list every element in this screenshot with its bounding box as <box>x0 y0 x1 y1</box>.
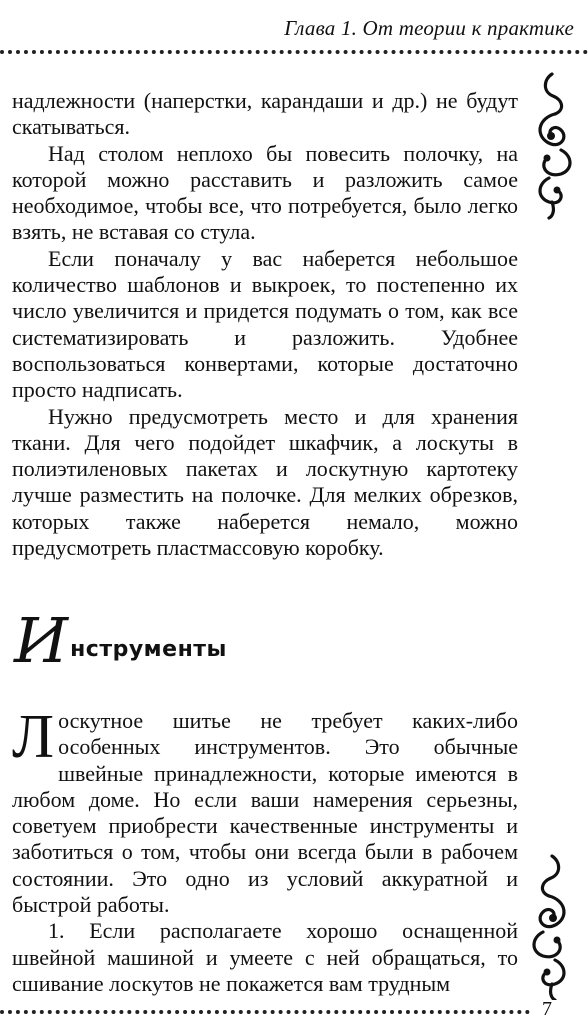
section-1-text <box>12 88 518 561</box>
flourish-ornament-icon <box>525 70 579 220</box>
drop-cap: Л <box>12 703 55 771</box>
page-number: 7 <box>542 998 552 1020</box>
flourish-ornament-icon <box>525 852 579 1000</box>
header-dotted-divider <box>0 50 588 54</box>
section-heading-initial: И <box>14 604 69 677</box>
paragraph: оскутное шитье не требует каких-либо особенных инструментов. Это обычные швейные принадлежности, которые имеются в любом доме. Но если ваши намерения серьезны, советуем приобрести качественные инструменты и заботиться о том, чтобы они всегда были в рабочем состоянии. Это одно из условий аккуратной и быстрой работы. <box>12 708 518 918</box>
paragraph: 1. Если располагаете хорошо оснащенной швейной машиной и умеете с ней обращаться, то сшивание лоскутов не покажется вам трудным <box>12 918 518 996</box>
running-header: Глава 1. От теории к практике <box>284 16 574 40</box>
section-2-text <box>12 703 518 997</box>
section-heading-rest: нструменты <box>70 637 227 662</box>
section-heading <box>14 604 227 677</box>
paragraph: Над столом неплохо бы повесить полочку, на которой можно расставить и разложить самое необходимое, чтобы все, что потребуется, было легко взять, не вставая со стула. <box>12 140 518 245</box>
footer-dotted-divider <box>0 1010 530 1014</box>
paragraph: надлежности (наперстки, карандаши и др.) не будут скатываться. <box>12 88 518 140</box>
paragraph: Если поначалу у вас наберется небольшое количество шаблонов и выкроек, то постепенно их число увеличится и придется подумать о том, как все систематизировать и разложить. Удобнее воспользоваться конвертами, которые достаточно просто надписать. <box>12 245 518 403</box>
paragraph: Нужно предусмотреть место и для хранения ткани. Для чего подойдет шкафчик, а лоскуты в полиэтиленовых пакетах и лоскутную картотеку лучше разместить на полочке. Для мелких обрезков, которых также наберется немало, можно предусмотреть пластмассовую коробку. <box>12 403 518 561</box>
